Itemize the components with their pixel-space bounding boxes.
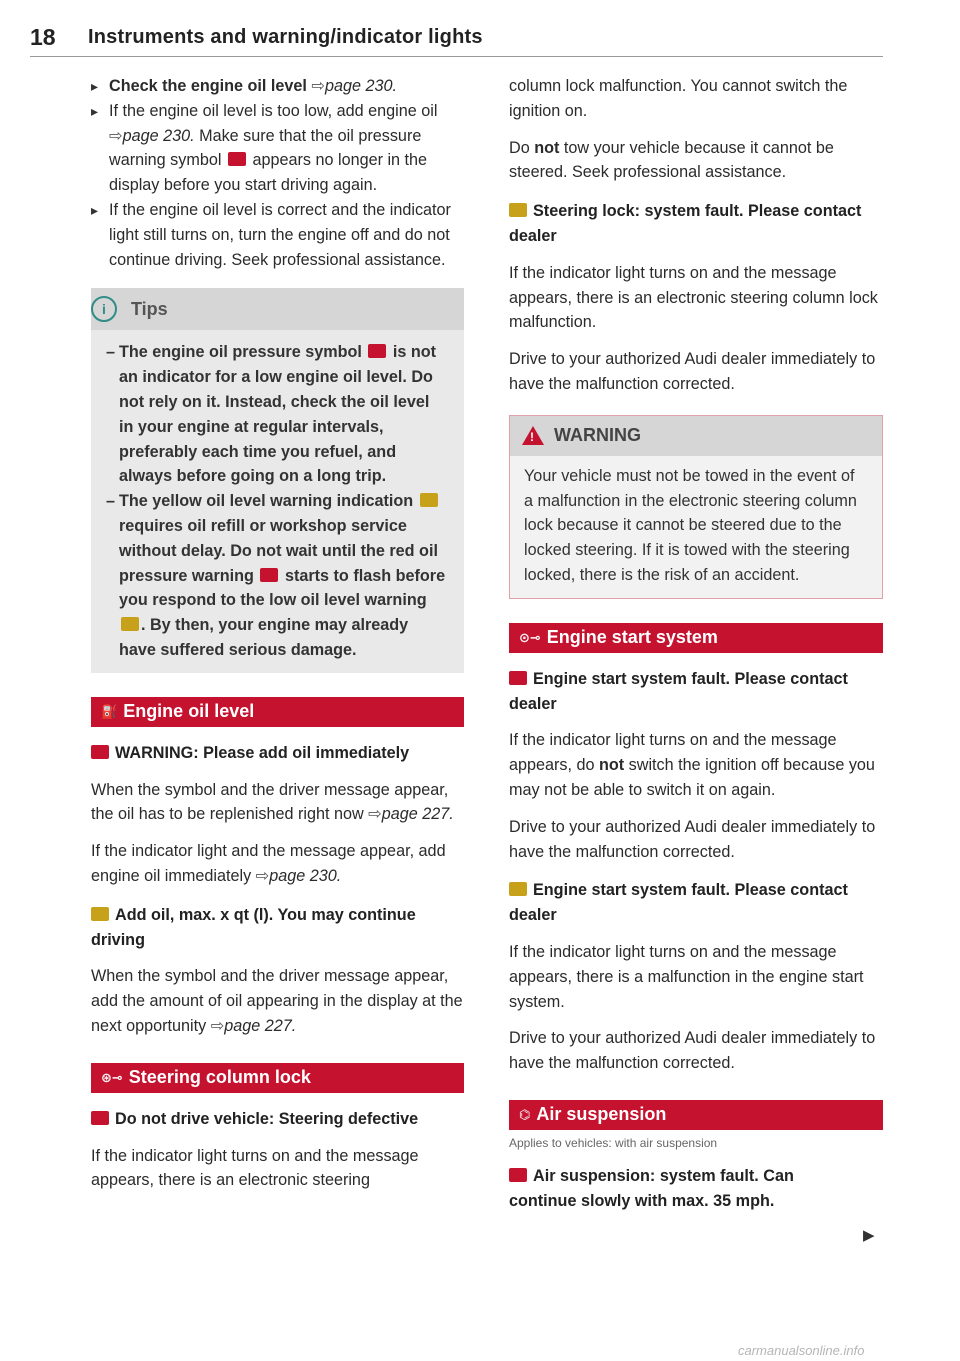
section-title: Engine oil level xyxy=(123,701,255,722)
key-icon: ⊙⊸ xyxy=(519,629,541,645)
paragraph: column lock malfunction. You cannot switch the ignition on. xyxy=(509,77,848,120)
warning-triangle-icon: ! xyxy=(522,426,544,445)
tip-text: The engine oil pressure symbol xyxy=(119,343,362,362)
paragraph-bold: not xyxy=(599,756,625,775)
paragraph xyxy=(91,778,464,828)
paragraph-text-2: tow your vehicle because it cannot be steered. Seek professional assistance. xyxy=(509,138,834,182)
bullet-add-oil-text-2: Make sure that the oil pressure warning symbol xyxy=(109,126,422,170)
tip-text: The yellow oil level warning indication xyxy=(119,492,414,511)
arrow-ref-icon: ⇨ xyxy=(368,805,382,824)
arrow-ref-icon: ⇨ xyxy=(311,77,325,95)
paragraph-text: When the symbol and the driver message appear, the oil has to be replenished right now xyxy=(91,780,449,824)
steering-lock-yellow-icon xyxy=(509,203,527,217)
message-text: Air suspension: system fault. Can continue slowly with max. 35 mph. xyxy=(509,1166,794,1210)
bullet-add-oil xyxy=(91,99,464,198)
paragraph-text: When the symbol and the driver message appear, add the amount of oil appearing in the display at the next opportunity xyxy=(91,967,463,1035)
tip-text-3: starts to flash before you respond to the low oil level warning xyxy=(119,566,446,610)
tips-box xyxy=(91,288,464,672)
paragraph xyxy=(91,964,464,1038)
watermark: carmanualsonline.info xyxy=(738,1343,865,1358)
paragraph: If the indicator light turns on and the message appears, there is an electronic steering xyxy=(91,1146,419,1190)
message-text: Steering lock: system fault. Please contact dealer xyxy=(509,202,862,245)
oil-can-icon: ⛽ xyxy=(101,703,118,719)
arrow-ref-icon: ⇨ xyxy=(109,126,123,145)
tip-item: – The engine oil pressure symbol is not an indicator for a low engine oil level. Do not rely on it. Instead, check the oil level in your engine at regular intervals, preferably each time you refuel, and always before going on a long trip. xyxy=(106,343,437,486)
page-ref-link[interactable]: page 227. xyxy=(381,805,454,824)
tip-text-2: requires oil refill or workshop service without delay. Do not wait until the red oil pressure warning xyxy=(119,516,438,585)
paragraph-text: If the indicator light turns on and the message appears, do xyxy=(509,731,837,775)
message-do-not-drive xyxy=(91,1107,464,1132)
left-column xyxy=(91,74,464,1193)
oil-pressure-icon xyxy=(368,344,386,358)
page-ref-link[interactable]: page 230. xyxy=(122,126,195,145)
paragraph-bold: not xyxy=(534,138,560,157)
page-ref-link[interactable]: page 230. xyxy=(325,77,398,95)
air-suspension-red-icon xyxy=(509,1168,527,1182)
warning-label: WARNING xyxy=(554,425,641,446)
section-air-suspension xyxy=(509,1100,883,1130)
message-text: Engine start system fault. Please contact dealer xyxy=(509,881,848,925)
info-icon: i xyxy=(91,296,117,322)
message-engine-start-fault-red xyxy=(509,667,883,717)
message-warning-add-oil xyxy=(91,741,464,766)
paragraph: If the indicator light turns on and the message appears, there is a malfunction in the engine start system. xyxy=(509,942,864,1011)
bullet-oil-correct: ▸ If the engine oil level is correct and the indicator light still turns on, turn the engine off and do not continue driving. Seek professional assistance. xyxy=(91,198,464,272)
bullet-add-oil-text-3: appears no longer in the display before you start driving again. xyxy=(109,151,428,195)
bullet-add-oil-text: If the engine oil level is too low, add engine oil xyxy=(109,101,438,120)
air-suspension-icon: ⌬ xyxy=(519,1106,531,1122)
section-title: Air suspension xyxy=(536,1104,667,1125)
paragraph: Drive to your authorized Audi dealer immediately to have the malfunction corrected. xyxy=(509,350,876,393)
oil-pressure-icon xyxy=(228,152,246,166)
section-title: Steering column lock xyxy=(128,1067,311,1088)
message-text: Engine start system fault. Please contact dealer xyxy=(509,669,848,713)
bullet-check-oil xyxy=(91,74,464,99)
tip-text-2: is not an indicator for a low engine oil level. Do not rely on it. Instead, check the oil level in your engine at regular intervals, preferably each time you refuel, and always before going on a long trip. xyxy=(119,343,437,486)
continue-arrow-icon: ▶ xyxy=(863,1227,875,1244)
warning-text: Your vehicle must not be towed in the event of a malfunction in the electronic steering column lock because it cannot be steered due to the locked steering. If it is towed with the steering locked, there is the risk of an accident. xyxy=(524,466,857,584)
arrow-ref-icon: ⇨ xyxy=(210,1016,225,1035)
paragraph-text: If the indicator light and the message appear, add engine oil immediately xyxy=(91,842,446,885)
paragraph-text: Do xyxy=(509,138,530,157)
oil-level-icon xyxy=(91,907,109,921)
chapter-title: Instruments and warning/indicator lights xyxy=(88,26,483,48)
message-add-oil-max xyxy=(91,903,464,953)
tip-text-4: . By then, your engine may already have suffered serious damage. xyxy=(119,616,409,659)
page-header xyxy=(30,22,883,57)
steering-lock-red-icon xyxy=(91,1111,109,1125)
tips-header xyxy=(91,288,464,330)
message-air-suspension-fault xyxy=(509,1164,883,1214)
steering-lock-icon: ⊛⊸ xyxy=(101,1069,123,1085)
warning-header xyxy=(510,416,882,456)
bullet-check-oil-label: Check the engine oil level xyxy=(109,77,307,95)
oil-level-icon xyxy=(121,617,139,631)
message-text: WARNING: Please add oil immediately xyxy=(115,743,410,762)
paragraph xyxy=(91,839,464,889)
paragraph: Drive to your authorized Audi dealer immediately to have the malfunction corrected. xyxy=(509,817,876,861)
paragraph xyxy=(509,136,883,186)
tips-label: Tips xyxy=(131,298,168,319)
tip-item: – The yellow oil level warning indication requires oil refill or workshop service without delay. Do not wait until the red oil pressure warning starts to flash before you respond to the low oil level warning . By then, your engine may already have suffered serious damage. xyxy=(106,492,446,659)
message-text: Do not drive vehicle: Steering defective xyxy=(115,1109,419,1128)
paragraph: If the indicator light turns on and the message appears, there is an electronic steering column lock malfunction. xyxy=(509,263,878,332)
message-text: Add oil, max. x qt (l). You may continue driving xyxy=(91,905,416,949)
oil-pressure-icon xyxy=(260,568,278,582)
page-ref-link[interactable]: page 227. xyxy=(224,1016,297,1035)
right-column xyxy=(509,74,883,1214)
section-engine-oil-level xyxy=(91,697,464,727)
engine-start-yellow-icon xyxy=(509,882,527,896)
section-engine-start-system xyxy=(509,623,883,653)
message-steering-lock-fault xyxy=(509,199,883,249)
message-engine-start-fault-yellow xyxy=(509,878,883,928)
page-ref-link[interactable]: page 230. xyxy=(269,866,342,885)
oil-level-icon xyxy=(420,493,438,507)
arrow-ref-icon: ⇨ xyxy=(255,866,270,885)
paragraph xyxy=(509,728,883,802)
section-steering-column-lock xyxy=(91,1063,464,1093)
paragraph: Drive to your authorized Audi dealer immediately to have the malfunction corrected. xyxy=(509,1029,876,1073)
engine-start-red-icon xyxy=(509,671,527,685)
page-number: 18 xyxy=(30,24,56,50)
paragraph-text-2: switch the ignition off because you may not be able to switch it on again. xyxy=(509,756,875,799)
warning-box xyxy=(509,415,883,599)
section-title: Engine start system xyxy=(546,627,718,648)
applies-note: Applies to vehicles: with air suspension xyxy=(509,1135,718,1150)
oil-level-red-icon xyxy=(91,745,109,759)
